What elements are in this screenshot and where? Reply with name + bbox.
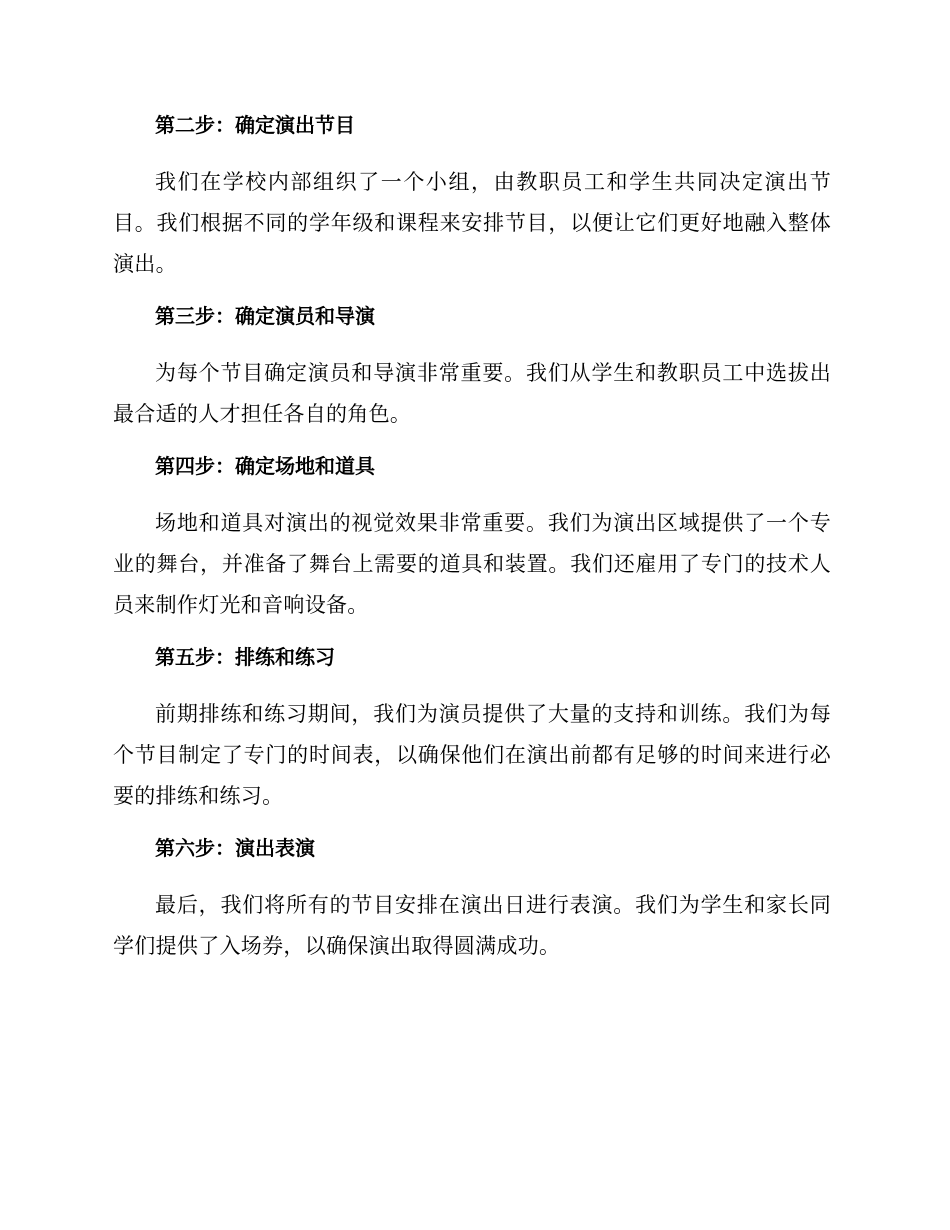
section-heading-step-4: 第四步：确定场地和道具 (155, 454, 375, 478)
document-page (113, 110, 831, 983)
section-body-step-2: 我们在学校内部组织了一个小组，由教职员工和学生共同决定演出节目。我们根据不同的学年级和课程来安排节目，以便让它们更好地融入整体演出。 (113, 170, 831, 276)
section-heading-step-2: 第二步：确定演出节目 (155, 113, 355, 137)
section-heading-step-5: 第五步：排练和练习 (155, 645, 335, 669)
section-body-step-5: 前期排练和练习期间，我们为演员提供了大量的支持和训练。我们为每个节目制定了专门的时间表，以确保他们在演出前都有足够的时间来进行必要的排练和练习。 (113, 702, 831, 808)
section-body-step-4: 场地和道具对演出的视觉效果非常重要。我们为演出区域提供了一个专业的舞台，并准备了舞台上需要的道具和装置。我们还雇用了专门的技术人员来制作灯光和音响设备。 (113, 511, 831, 617)
section-body-step-6: 最后，我们将所有的节目安排在演出日进行表演。我们为学生和家长同学们提供了入场券，以确保演出取得圆满成功。 (113, 893, 831, 958)
section-heading-step-6: 第六步：演出表演 (155, 836, 315, 860)
section-body-step-3: 为每个节目确定演员和导演非常重要。我们从学生和教职员工中选拔出最合适的人才担任各自的角色。 (113, 361, 831, 426)
section-heading-step-3: 第三步：确定演员和导演 (155, 304, 375, 328)
